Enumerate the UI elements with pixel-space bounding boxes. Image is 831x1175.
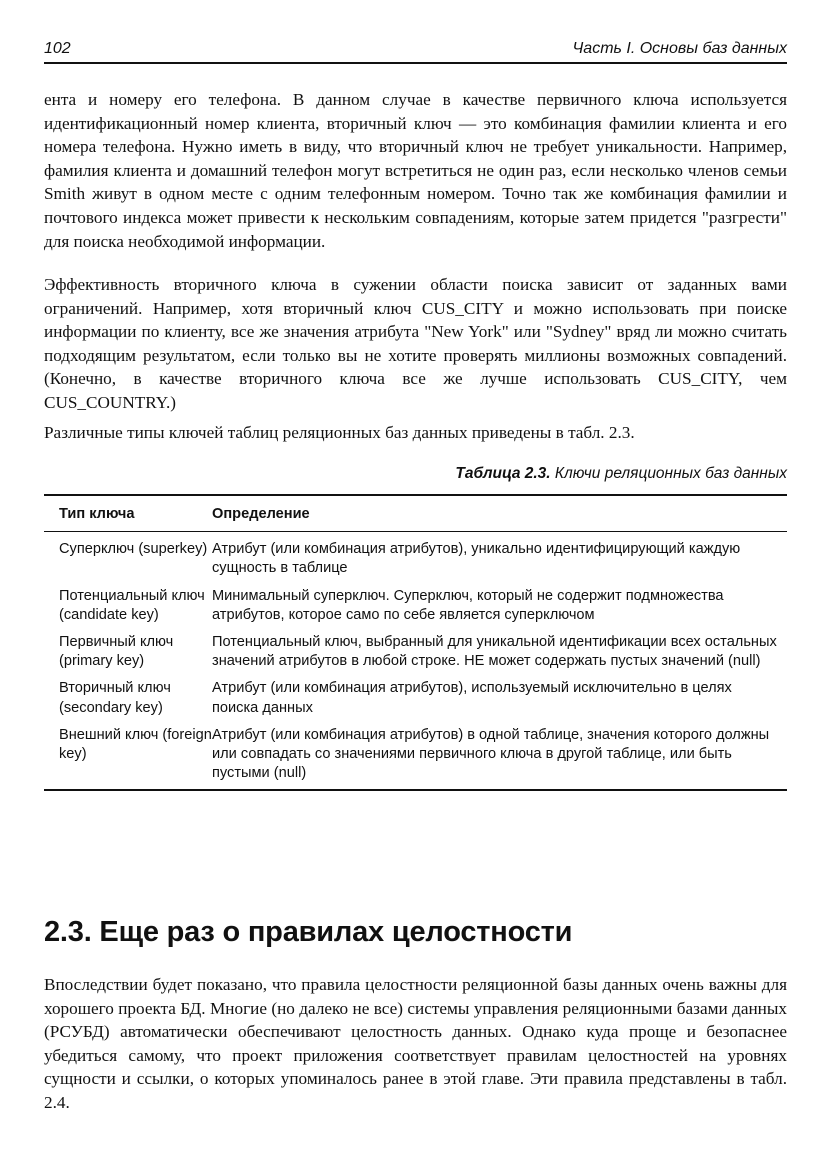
paragraph-secondary-key-effectiveness: Эффективность вторичного ключа в сужении области поиска зависит от заданных вами ограничений. Например, хотя вторичный ключ CUS_CITY и можно использовать при поиске информации по клиенту, все же значения атрибута "New York" или "Sydney" вряд ли можно считать подходящим результатом, если только вы не хотите проверять миллионы возможных совпадений. (Конечно, в качестве вторичного ключа все же лучше использовать CUS_CITY, чем CUS_COUNTRY.) <box>44 275 787 412</box>
table-row <box>44 625 787 671</box>
table-row <box>44 718 787 790</box>
key-type-cell: Вторичный ключ (secondary key) <box>59 680 171 716</box>
definition-cell: Минимальный суперключ. Суперключ, который не содержит подмножества атрибутов, которое само по себе является суперключом <box>212 587 724 623</box>
keys-table <box>44 494 787 791</box>
table-header-row <box>44 496 787 532</box>
column-header-key-type: Тип ключа <box>59 506 135 522</box>
page-number: 102 <box>44 40 71 57</box>
paragraph-table-reference: Различные типы ключей таблиц реляционных баз данных приведены в табл. 2.3. <box>44 423 635 442</box>
table-row <box>44 671 787 717</box>
column-header-definition: Определение <box>212 506 310 522</box>
key-type-cell: Суперключ (superkey) <box>59 541 208 558</box>
paragraph-integrity-rules: Впоследствии будет показано, что правила целостности реляционной базы данных очень важны для хорошего проекта БД. Многие (но далеко не все) системы управления реляционными базами данных (РСУБД) автоматически обеспечивают целостность данных. Однако куда проще и безопаснее убедиться самому, что проект приложения соответствует правилам целостностей на уровнях сущности и ссылки, о которых упоминалось ранее в этой главе. Эти правила представлены в табл. 2.4. <box>44 975 787 1112</box>
table-caption <box>455 465 787 483</box>
definition-cell: Потенциальный ключ, выбранный для уникальной идентификации всех остальных значений атрибутов в любой строке. НЕ может содержать пустых значений (null) <box>212 634 777 670</box>
table-row <box>44 579 787 625</box>
table-caption-title: Ключи реляционных баз данных <box>554 465 787 482</box>
definition-cell: Атрибут (или комбинация атрибутов), используемый исключительно в целях поиска данных <box>212 680 732 716</box>
page-header <box>44 38 787 64</box>
table-caption-number: Таблица 2.3. <box>455 465 551 482</box>
table-row <box>44 532 787 578</box>
key-type-cell: Внешний ключ (foreign key) <box>59 726 212 763</box>
section-heading: 2.3. Еще раз о правилах целостности <box>44 916 573 948</box>
key-type-cell: Потенциальный ключ (candidate key) <box>59 587 205 623</box>
definition-cell: Атрибут (или комбинация атрибутов), уникально идентифицирующий каждую сущность в таблице <box>212 541 741 577</box>
paragraph-secondary-key-example: ента и номеру его телефона. В данном случае в качестве первичного ключа используется идентификационный номер клиента, вторичный ключ — это комбинация фамилии клиента и его номера телефона. Нужно иметь в виду, что вторичный ключ не требует уникальности. Например, фамилия клиента и домашний телефон могут встретиться не один раз, если несколько членов семьи Smith живут в одном месте с одним телефонным номером. Точно так же комбинация фамилии и почтового индекса может привести к нескольким совпадениям, которые затем придется "разгрести" для поиска необходимой информации. <box>44 90 787 251</box>
running-title: Часть I. Основы баз данных <box>572 40 787 57</box>
key-type-cell: Первичный ключ (primary key) <box>59 634 174 670</box>
definition-cell: Атрибут (или комбинация атрибутов) в одной таблице, значения которого должны или совпадать со значениями первичного ключа в другой таблице, или быть пустыми (null) <box>212 726 770 782</box>
